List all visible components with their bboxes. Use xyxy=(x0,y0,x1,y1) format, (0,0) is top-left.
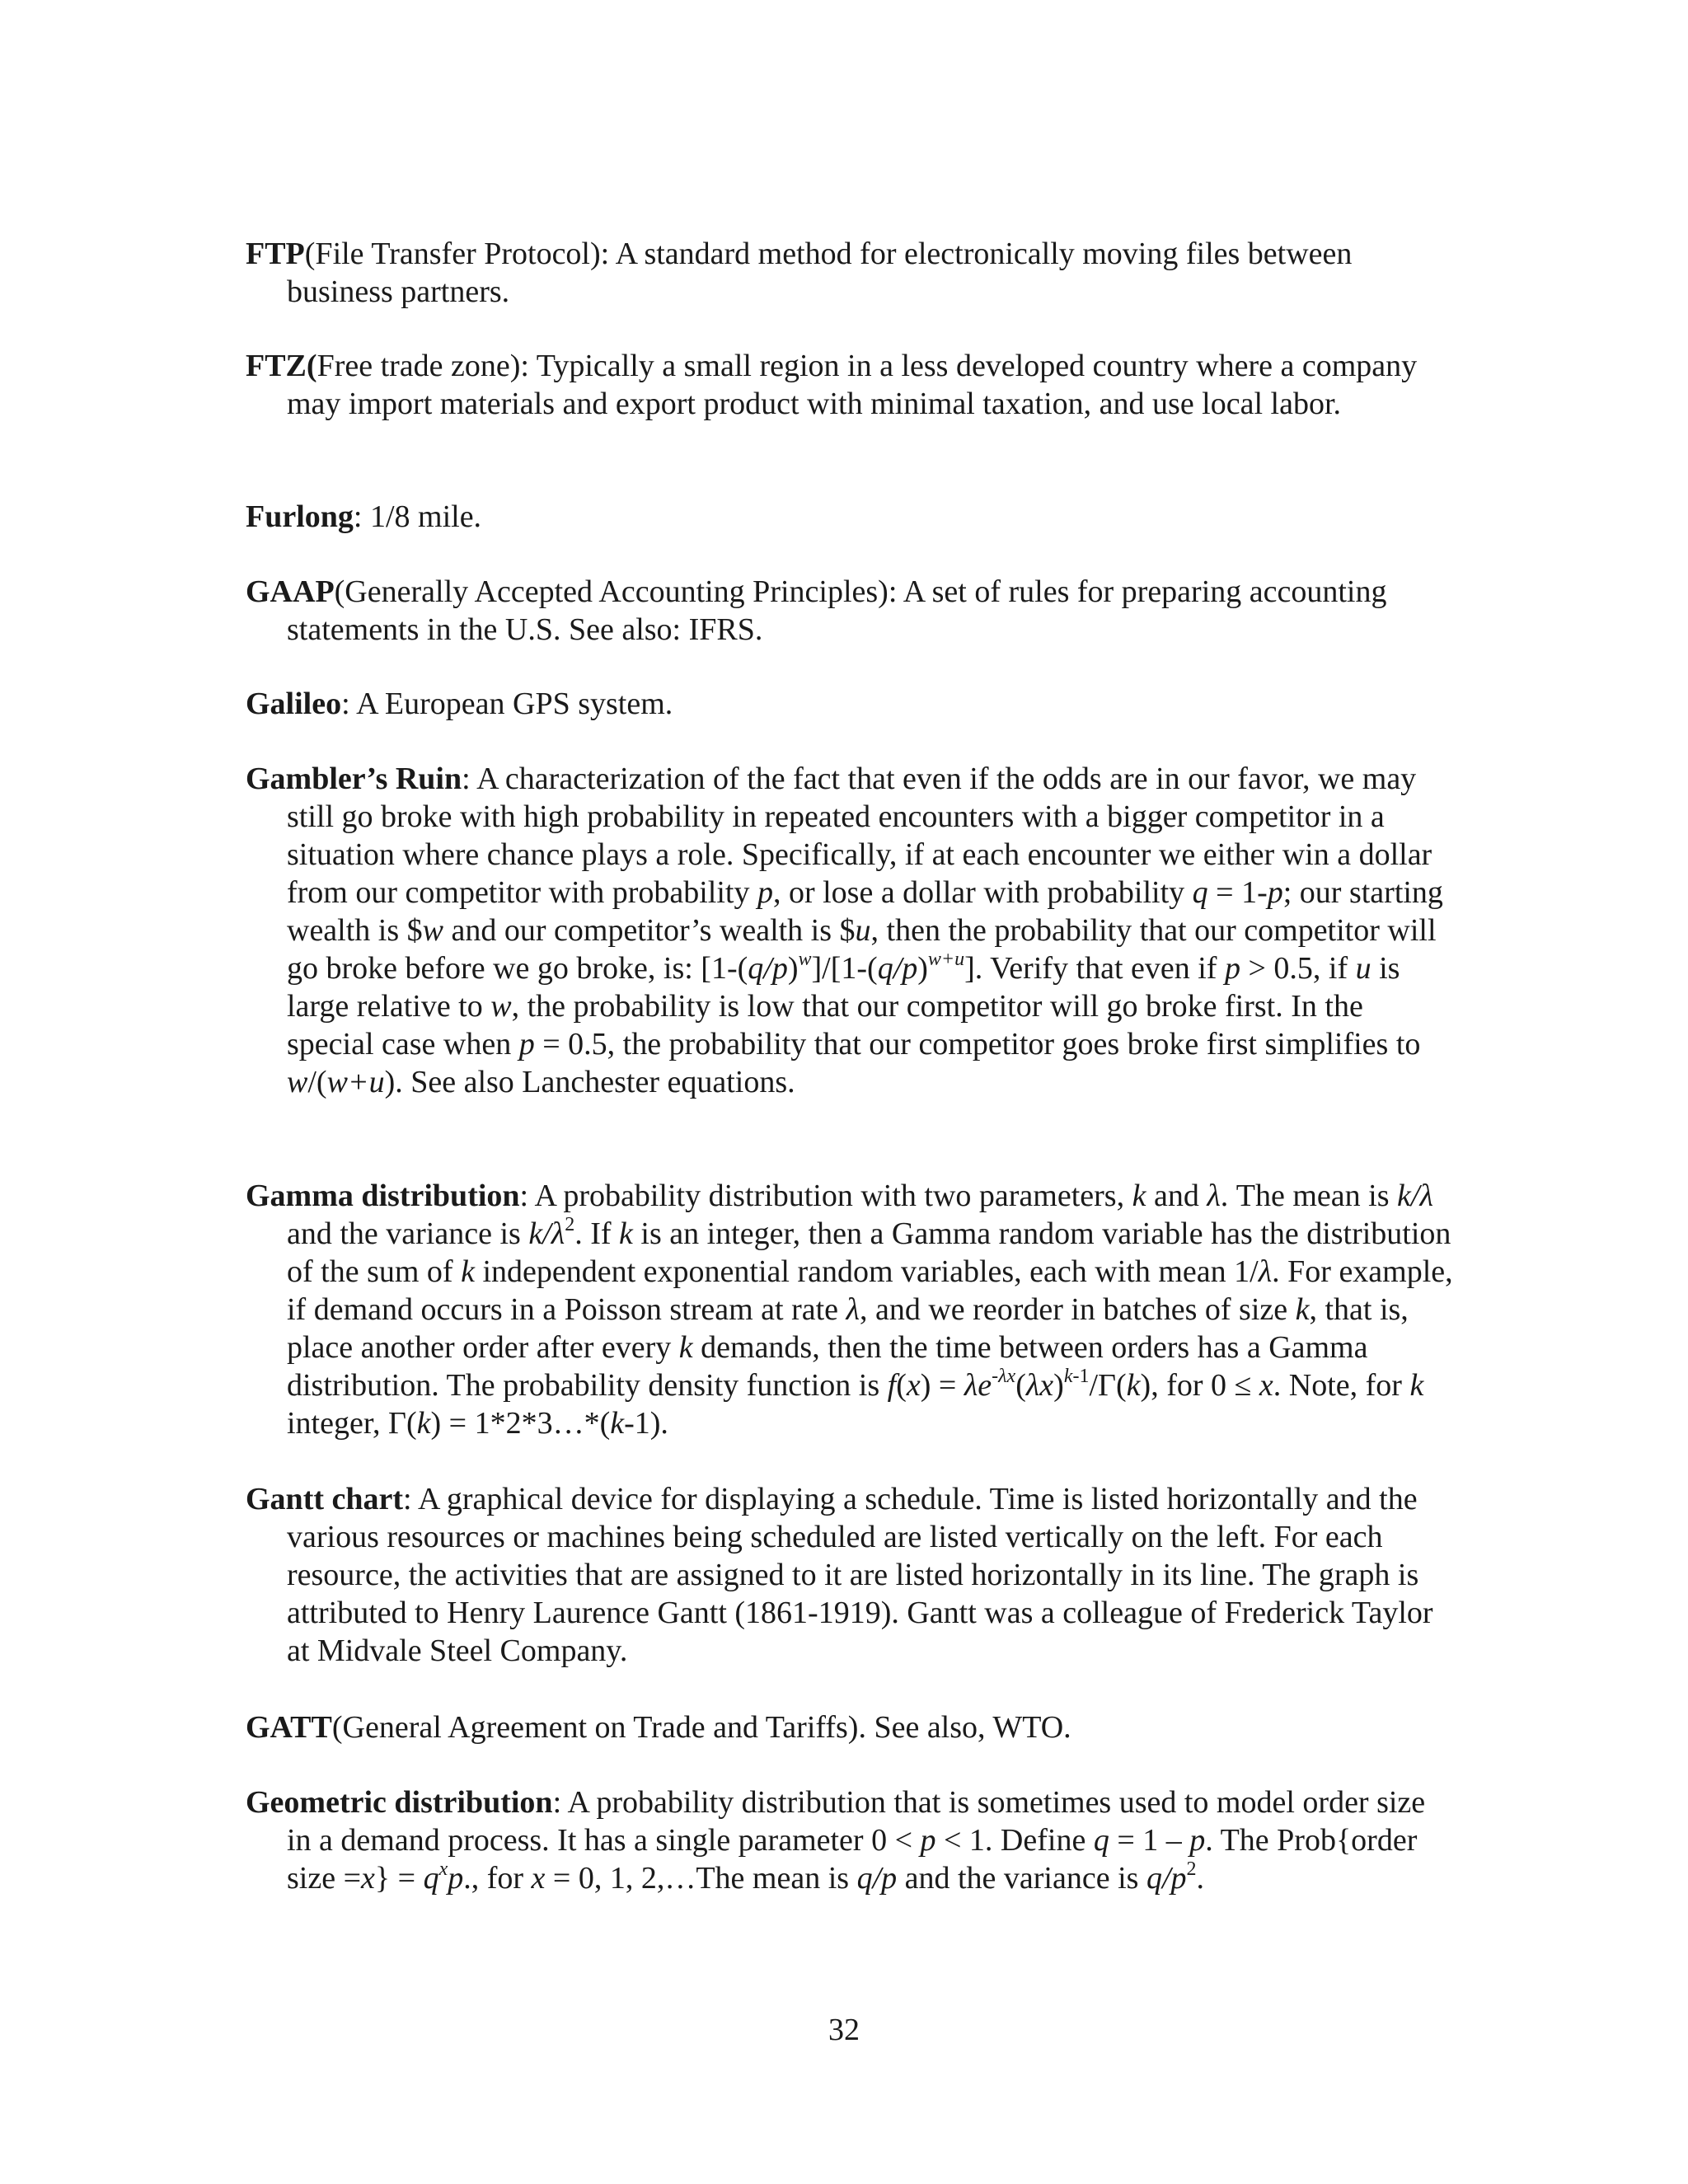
entry-definition: Gamma distribution: A probability distribution with two parameters, k and λ. The mean is k/λ and the variance is $k/\lambda^2$. If k is an integer, then a Gamma random variable has the distribution of the sum of k independent exponential random variables, each with mean 1/λ. For example, if demand occurs in a Poisson stream at rate λ, and we reorder in batches of size k, that is, place another order after every k demands, then the time between orders has a Gamma distribution. The probability density function is $f(x) = \lambda e^{-\lambda x}(\lambda x)^{k-1}/\Gamma(k)$, for 0 ≤ x. Note, for k integer, Γ(k) = 1*2*3…*(k-1). xyxy=(246,1179,1453,1441)
glossary-entry-gantt-chart xyxy=(246,1480,1457,1670)
glossary-entry-gamma-distribution xyxy=(246,1177,1457,1442)
entry-definition: Geometric distribution: A probability distribution that is sometimes used to model order size in a demand process. It has a single parameter 0 < p < 1. Define q = 1 – p. The Prob{order size $=x\} = q^xp$., for x = 0, 1, 2,…The mean is q/p and the variance is $q/p^2$. xyxy=(246,1785,1426,1896)
glossary-entry-furlong xyxy=(246,498,1457,536)
entry-term: FTP xyxy=(246,237,305,271)
entry-definition: (Generally Accepted Accounting Principles): A set of rules for preparing accounting statements in the U.S. See also: IFRS. xyxy=(287,574,1387,647)
page-number: 32 xyxy=(828,2013,860,2047)
entry-term: Geometric distribution xyxy=(246,1785,553,1820)
glossary-entry-ftp xyxy=(246,235,1457,311)
entry-term: Furlong xyxy=(246,499,354,534)
entry-term: GATT xyxy=(246,1710,332,1745)
entry-term: Galileo xyxy=(246,687,342,721)
glossary-entry-ftz xyxy=(246,347,1457,423)
entry-definition: : A graphical device for displaying a schedule. Time is listed horizontally and the various resources or machines being scheduled are listed vertically on the left. For each resource, the activities that are assigned to it are listed horizontally in its line. The graph is attributed to Henry Laurence Gantt (1861-1919). Gantt was a colleague of Frederick Taylor at Midvale Steel Company. xyxy=(287,1482,1433,1668)
entry-definition: : 1/8 mile. xyxy=(353,499,482,534)
entry-term: FTZ( xyxy=(246,349,317,383)
glossary-entry-gaap xyxy=(246,573,1457,649)
glossary-entry-gamblers-ruin xyxy=(246,760,1457,1101)
entry-term: Gantt chart xyxy=(246,1482,404,1516)
glossary-entry-gatt xyxy=(246,1708,1457,1746)
glossary-entry-galileo xyxy=(246,685,1457,723)
glossary-entry-geometric-distribution xyxy=(246,1783,1457,1897)
entry-term: Gambler’s Ruin xyxy=(246,762,462,796)
entry-definition: Gambler’s Ruin: A characterization of the fact that even if the odds are in our favor, we may still go broke with high probability in repeated encounters with a bigger competitor in a situation where chance plays a role. Specifically, if at each encounter we either win a dollar from our competitor with probability p, or lose a dollar with probability q = 1-p; our starting wealth is $w and our competitor’s wealth is $u, then the probability that our competitor will go broke before we go broke, is: $[1-(q/p)^w]/[1-(q/p)^{w+u}]$. Verify that even if p > 0.5, if u is large relative to w, the probability is low that our competitor will go broke first. In the special case when p = 0.5, the probability that our competitor goes broke first simplifies to w/(w+u). See also Lanchester equations. xyxy=(246,762,1443,1099)
entry-term: GAAP xyxy=(246,574,335,609)
entry-definition: (File Transfer Protocol): A standard method for electronically moving files between business partners. xyxy=(287,237,1353,309)
entry-term: Gamma distribution xyxy=(246,1179,520,1213)
entry-definition: (General Agreement on Trade and Tariffs). See also, WTO. xyxy=(331,1710,1071,1745)
entry-definition: Free trade zone): Typically a small region in a less developed country where a company may import materials and export product with minimal taxation, and use local labor. xyxy=(287,349,1418,421)
entry-definition: : A European GPS system. xyxy=(341,687,673,721)
